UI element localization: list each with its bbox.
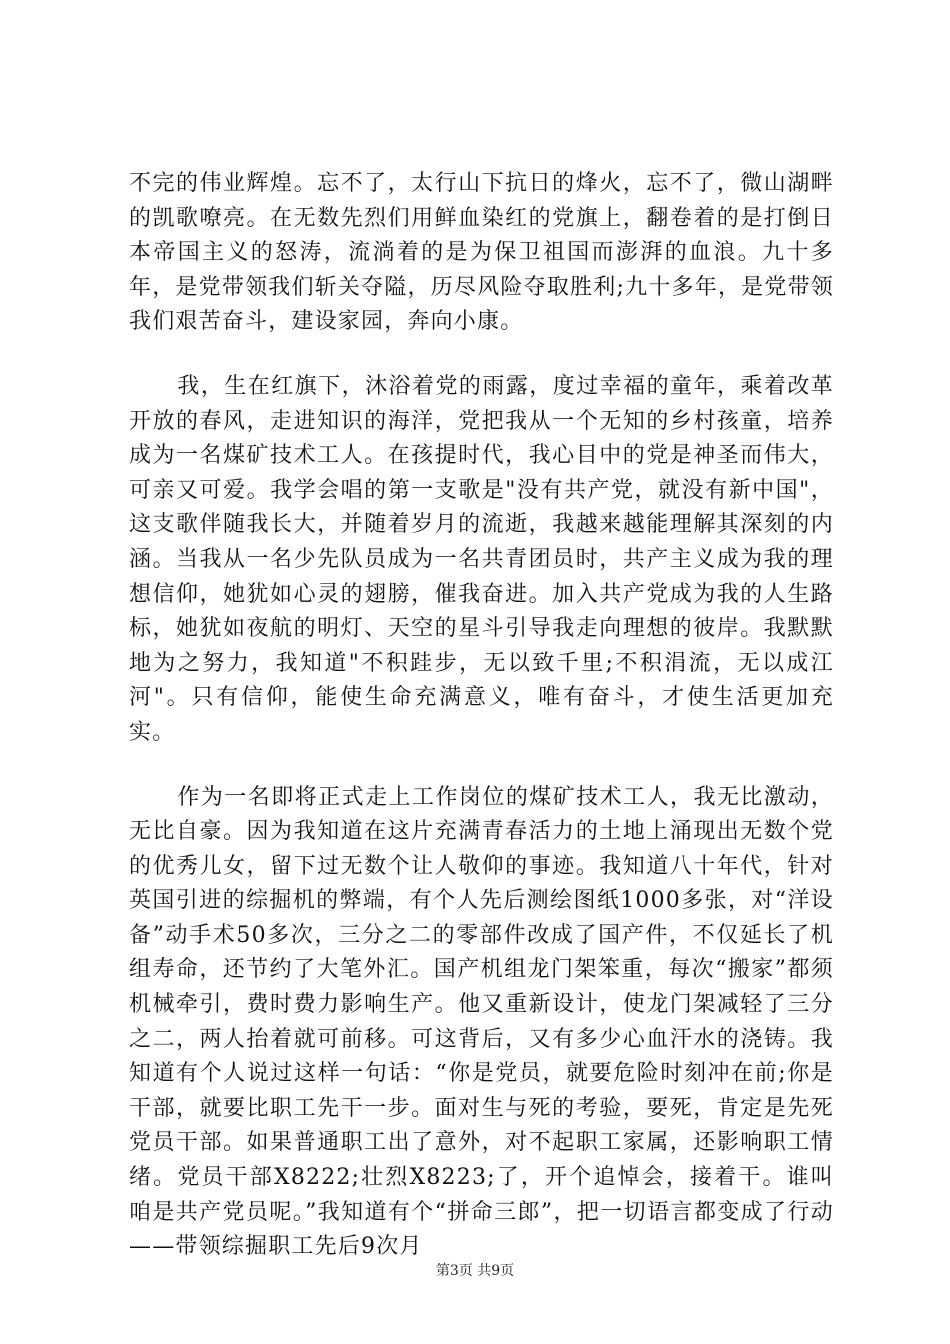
paragraph-2: 我，生在红旗下，沐浴着党的雨露，度过幸福的童年，乘着改革开放的春风，走进知识的海洋，党把我从一个无知的乡村孩童，培养成为一名煤矿技术工人。在孩提时代，我心目中的党是神圣而伟大，可亲又可爱。我学会唱的第一支歌是"没有共产党，就没有新中国"，这支歌伴随我长大，并随着岁月的流逝，我越来越能理解其深刻的内涵。当我从一名少先队员成为一名共青团员时，共产主义成为我的理想信仰，她犹如心灵的翅膀，催我奋进。加入共产党成为我的人生路标，她犹如夜航的明灯、天空的星斗引导我走向理想的彼岸。我默默地为之努力，我知道"不积跬步，无以致千里;不积涓流，无以成江河"。只有信仰，能使生命充满意义，唯有奋斗，才使生活更加充实。	[129, 373, 834, 745]
document-body	[129, 167, 834, 1265]
page-footer	[0, 1262, 950, 1280]
paragraph-3: 作为一名即将正式走上工作岗位的煤矿技术工人，我无比激动，无比自豪。因为我知道在这片充满青春活力的土地上涌现出无数个党的优秀儿女，留下过无数个让人敬仰的事迹。我知道八十年代，针对英国引进的综掘机的弊端，有个人先后测绘图纸1000多张，对“洋设备”动手术50多次，三分之二的零部件改成了国产件，不仅延长了机组寿命，还节约了大笔外汇。国产机组龙门架笨重，每次“搬家”都须机械牵引，费时费力影响生产。他又重新设计，使龙门架减轻了三分之二，两人抬着就可前移。可这背后，又有多少心血汗水的浇铸。我知道有个人说过这样一句话：“你是党员，就要危险时刻冲在前;你是干部，就要比职工先干一步。面对生与死的考验，要死，肯定是先死党员干部。如果普通职工出了意外，对不起职工家属，还影响职工情绪。党员干部X8222;壮烈X8223;了，开个追悼会，接着干。谁叫咱是共产党员呢。”我知道有个“拼命三郎”，把一切语言都变成了行动——带领综掘职工先后9次月	[129, 784, 834, 1260]
page-number-label: 第3页 共9页	[435, 1263, 515, 1279]
paragraph-1: 不完的伟业辉煌。忘不了，太行山下抗日的烽火，忘不了，微山湖畔的凯歌嘹亮。在无数先烈们用鲜血染红的党旗上，翻卷着的是打倒日本帝国主义的怒涛，流淌着的是为保卫祖国而澎湃的血浪。九十多年，是党带领我们斩关夺隘，历尽风险夺取胜利;九十多年，是党带领我们艰苦奋斗，建设家园，奔向小康。	[129, 171, 834, 335]
